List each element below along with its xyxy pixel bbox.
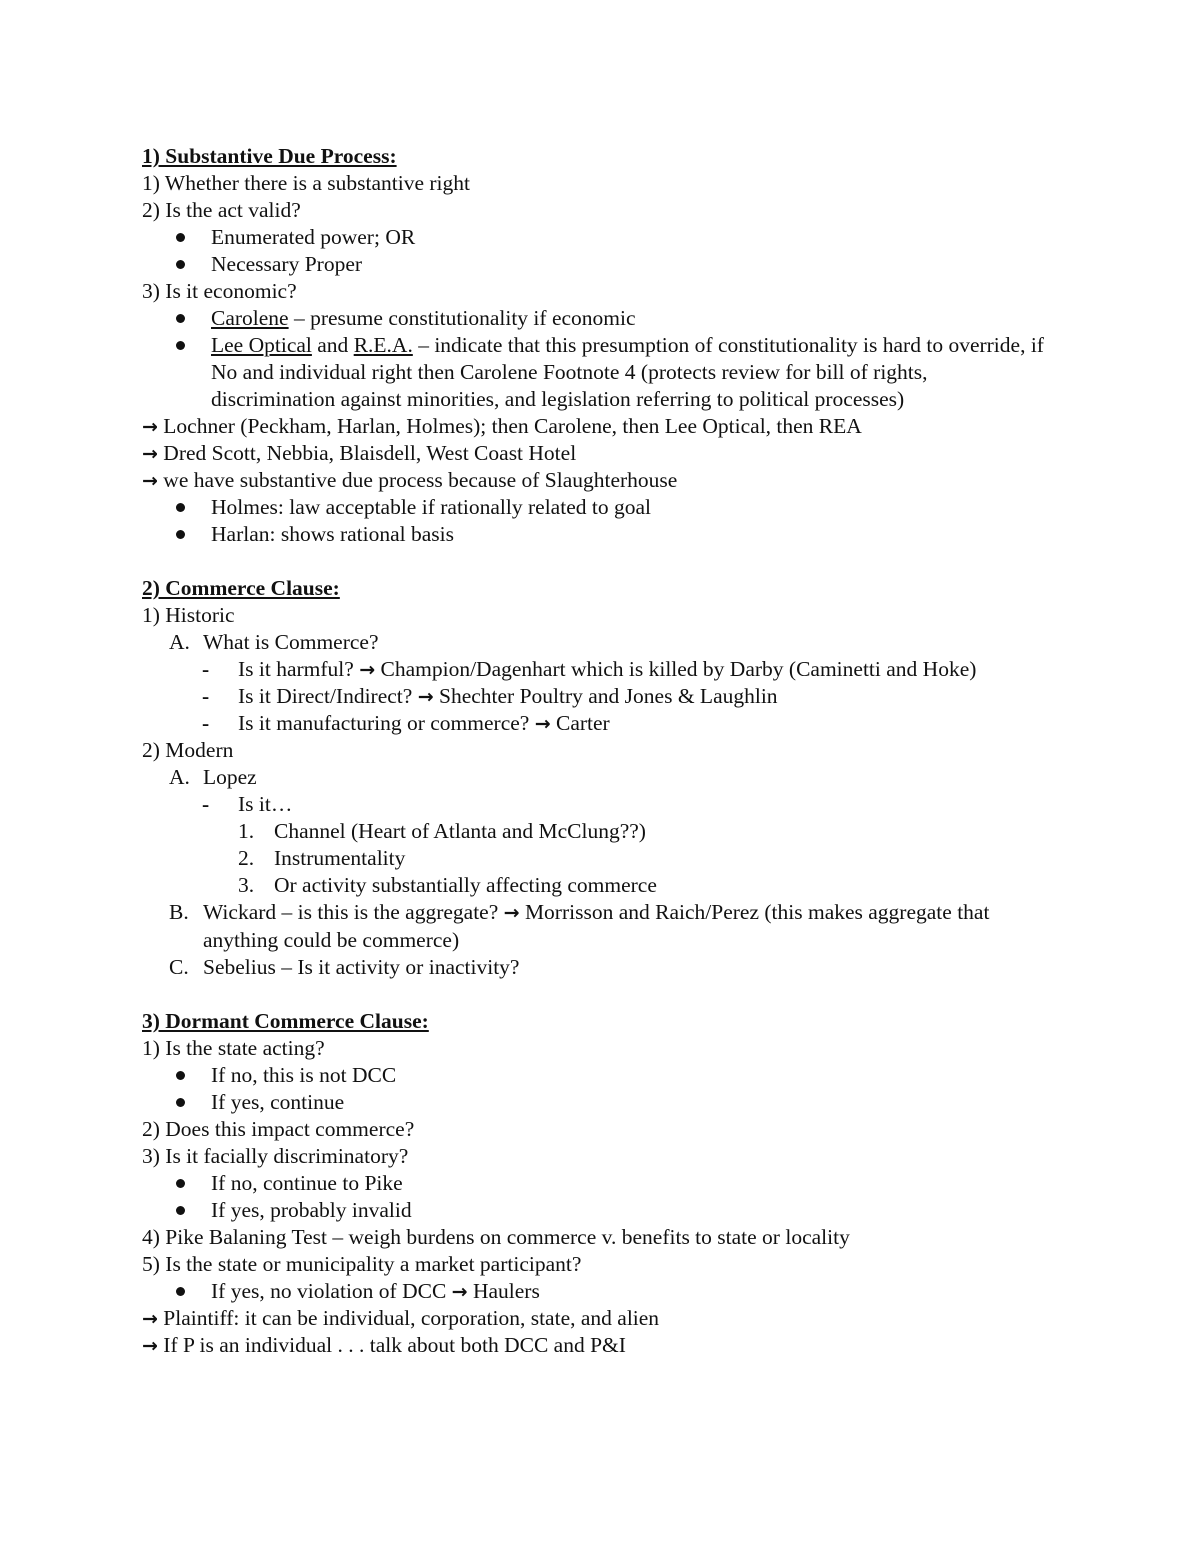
bullet-item (142, 332, 1072, 413)
bullet-text: and (311, 333, 354, 357)
step-line: 3) Is it economic? (142, 279, 297, 303)
dash-icon: - (202, 657, 210, 681)
numbered-text: Instrumentality (274, 846, 406, 870)
step-line: 3) Is it facially discriminatory? (142, 1144, 409, 1168)
dash-text: Is it manufacturing or commerce? (238, 711, 535, 735)
numbered-item (142, 845, 1072, 872)
alpha-text: Morrisson and Raich/Perez (this makes aggregate that anything could be commerce) (203, 900, 990, 952)
alpha-item (142, 954, 1072, 981)
arrow-right-icon: → (142, 443, 158, 465)
arrow-text: Dred Scott, Nebbia, Blaisdell, West Coast Hotel (157, 441, 577, 465)
dash-item (142, 791, 1072, 818)
dash-text: Shechter Poultry and Jones & Laughlin (433, 684, 778, 708)
bullet-text: Haulers (467, 1279, 540, 1303)
bullet-icon (176, 1287, 185, 1296)
alpha-text: What is Commerce? (203, 630, 379, 654)
section-heading-commerce-clause: 2) Commerce Clause: (142, 576, 340, 600)
case-name-lee-optical: Lee Optical (211, 333, 312, 357)
arrow-right-icon: → (359, 659, 376, 681)
alpha-marker: C. (169, 955, 189, 979)
bullet-icon (176, 530, 185, 539)
bullet-text: If yes, probably invalid (211, 1198, 412, 1222)
case-name-carolene: Carolene (211, 306, 289, 330)
dash-text: Champion/Dagenhart which is killed by Darby (Caminetti and Hoke) (375, 657, 977, 681)
bullet-item (142, 305, 1072, 332)
dash-icon: - (202, 684, 210, 708)
dash-text: Is it Direct/Indirect? (238, 684, 418, 708)
step-line: 2) Modern (142, 738, 234, 762)
bullet-icon (176, 1098, 185, 1107)
dash-text: Carter (550, 711, 610, 735)
arrow-right-icon: → (142, 1335, 158, 1357)
arrow-line (142, 1332, 1072, 1359)
number-marker: 2. (238, 846, 255, 870)
spacer (142, 981, 1072, 1008)
bullet-item (142, 1062, 1072, 1089)
number-marker: 3. (238, 873, 255, 897)
step-line: 5) Is the state or municipality a market participant? (142, 1252, 582, 1276)
dash-text: Is it harmful? (238, 657, 360, 681)
dash-icon: - (202, 792, 210, 816)
spacer (142, 548, 1072, 575)
step-line: 2) Does this impact commerce? (142, 1117, 415, 1141)
bullet-icon (176, 260, 185, 269)
step-line: 1) Historic (142, 603, 235, 627)
bullet-text: Enumerated power; OR (211, 225, 416, 249)
step-line: 4) Pike Balaning Test – weigh burdens on commerce v. benefits to state or locality (142, 1225, 850, 1249)
arrow-right-icon: → (451, 1281, 468, 1303)
step-line: 2) Is the act valid? (142, 198, 301, 222)
step-line: 1) Is the state acting? (142, 1036, 325, 1060)
bullet-text: If no, this is not DCC (211, 1063, 397, 1087)
alpha-item (142, 629, 1072, 656)
bullet-text: Necessary Proper (211, 252, 363, 276)
arrow-text: Plaintiff: it can be individual, corporation, state, and alien (157, 1306, 660, 1330)
bullet-text: If yes, continue (211, 1090, 345, 1114)
bullet-item (142, 224, 1072, 251)
bullet-icon (176, 1071, 185, 1080)
alpha-text: Sebelius – Is it activity or inactivity? (203, 955, 520, 979)
numbered-text: Channel (Heart of Atlanta and McClung??) (274, 819, 646, 843)
bullet-text: If no, continue to Pike (211, 1171, 403, 1195)
arrow-right-icon: → (534, 713, 551, 735)
bullet-icon (176, 1179, 185, 1188)
alpha-text: Lopez (203, 765, 257, 789)
case-name-rea: R.E.A. (353, 333, 413, 357)
section-heading-substantive-due-process: 1) Substantive Due Process: (142, 144, 397, 168)
arrow-line (142, 467, 1072, 494)
alpha-marker: B. (169, 900, 189, 924)
arrow-line (142, 413, 1072, 440)
dash-item (142, 710, 1072, 737)
bullet-item (142, 521, 1072, 548)
numbered-item (142, 872, 1072, 899)
bullet-icon (176, 314, 185, 323)
bullet-icon (176, 1206, 185, 1215)
arrow-text: If P is an individual . . . talk about both DCC and P&I (157, 1333, 626, 1357)
arrow-right-icon: → (142, 1308, 158, 1330)
bullet-item (142, 1197, 1072, 1224)
bullet-item (142, 251, 1072, 278)
document-body (142, 143, 1072, 1359)
arrow-line (142, 440, 1072, 467)
alpha-item (142, 899, 1072, 954)
bullet-text: Harlan: shows rational basis (211, 522, 455, 546)
section-heading-dormant-commerce-clause: 3) Dormant Commerce Clause: (142, 1009, 429, 1033)
arrow-text: we have substantive due process because of Slaughterhouse (157, 468, 678, 492)
arrow-text: Lochner (Peckham, Harlan, Holmes); then Carolene, then Lee Optical, then REA (157, 414, 862, 438)
alpha-marker: A. (169, 765, 190, 789)
bullet-item (142, 1278, 1072, 1305)
numbered-item (142, 818, 1072, 845)
bullet-text: Holmes: law acceptable if rationally related to goal (211, 495, 651, 519)
numbered-text: Or activity substantially affecting commerce (274, 873, 657, 897)
number-marker: 1. (238, 819, 255, 843)
bullet-item (142, 1089, 1072, 1116)
dash-item (142, 656, 1072, 683)
bullet-text: If yes, no violation of DCC (211, 1279, 452, 1303)
step-line: 1) Whether there is a substantive right (142, 171, 470, 195)
bullet-icon (176, 503, 185, 512)
bullet-icon (176, 341, 185, 350)
arrow-right-icon: → (417, 686, 434, 708)
alpha-item (142, 764, 1072, 791)
bullet-text: – presume constitutionality if economic (288, 306, 636, 330)
arrow-right-icon: → (142, 416, 158, 438)
dash-icon: - (202, 711, 210, 735)
arrow-line (142, 1305, 1072, 1332)
dash-item (142, 683, 1072, 710)
arrow-right-icon: → (142, 470, 158, 492)
bullet-text: – indicate that this presumption of constitutionality is hard to override, if No and individual right then Carolene Footnote 4 (protects review for bill of rights, discrimination against minorities, and legislation referring to political processes) (211, 333, 1044, 411)
bullet-item (142, 1170, 1072, 1197)
alpha-text: Wickard – is this is the aggregate? (203, 900, 504, 924)
bullet-icon (176, 233, 185, 242)
bullet-item (142, 494, 1072, 521)
dash-text: Is it… (238, 792, 293, 816)
alpha-marker: A. (169, 630, 190, 654)
arrow-right-icon: → (503, 902, 520, 924)
